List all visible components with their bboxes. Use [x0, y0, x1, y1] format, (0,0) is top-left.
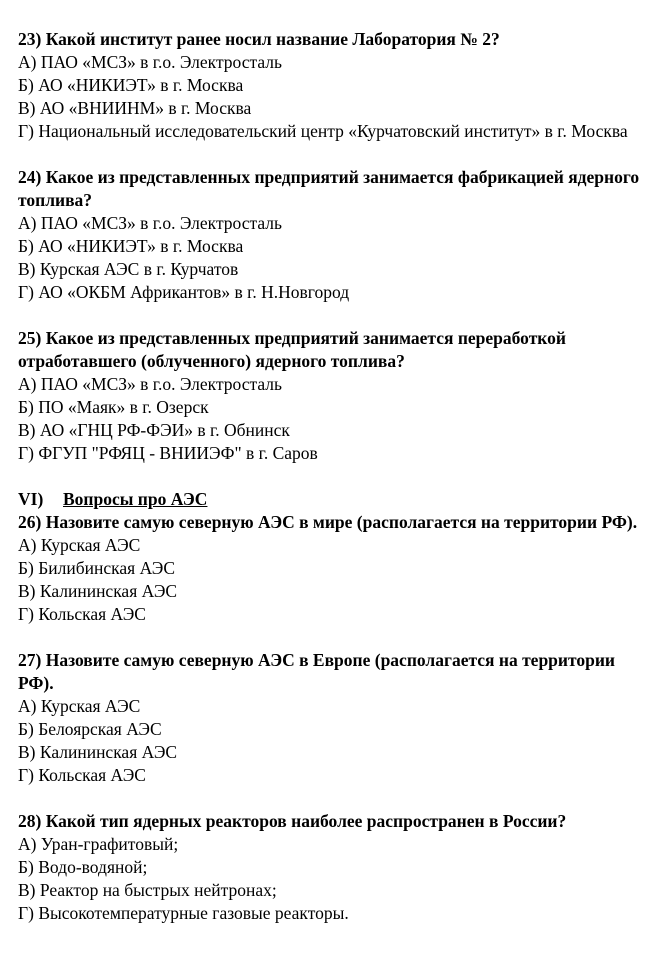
section-heading — [18, 488, 652, 511]
answer-option: А) ПАО «МСЗ» в г.о. Электросталь — [18, 374, 283, 394]
question-28 — [18, 810, 652, 925]
section-title: Вопросы про АЭС — [63, 489, 208, 509]
answer-option: В) АО «ГНЦ РФ-ФЭИ» в г. Обнинск — [18, 420, 290, 440]
answer-option: Г) АО «ОКБМ Африкантов» в г. Н.Новгород — [18, 282, 350, 302]
question-27 — [18, 649, 652, 787]
answer-option: Г) ФГУП "РФЯЦ - ВНИИЭФ" в г. Саров — [18, 443, 318, 463]
answer-option: Б) Водо-водяной; — [18, 857, 148, 877]
answer-option: Г) Национальный исследовательский центр «Курчатовский институт» в г. Москва — [18, 121, 628, 141]
answer-option: Б) АО «НИКИЭТ» в г. Москва — [18, 236, 244, 256]
answer-option: А) Уран-графитовый; — [18, 834, 179, 854]
question-24 — [18, 166, 652, 304]
answer-option: Б) АО «НИКИЭТ» в г. Москва — [18, 75, 244, 95]
answer-option: Б) Белоярская АЭС — [18, 719, 162, 739]
answer-option: А) Курская АЭС — [18, 535, 141, 555]
answer-option: В) Реактор на быстрых нейтронах; — [18, 880, 277, 900]
answer-option: В) Курская АЭС в г. Курчатов — [18, 259, 239, 279]
question-title: 25) Какое из представленных предприятий занимается переработкой отработавшего (облученного) ядерного топлива? — [18, 328, 566, 371]
answer-option: А) ПАО «МСЗ» в г.о. Электросталь — [18, 52, 283, 72]
question-title: 27) Назовите самую северную АЭС в Европе (располагается на территории РФ). — [18, 650, 616, 693]
question-26 — [18, 511, 652, 626]
answer-option: Г) Высокотемпературные газовые реакторы. — [18, 903, 349, 923]
answer-option: Г) Кольская АЭС — [18, 604, 146, 624]
answer-option: В) АО «ВНИИНМ» в г. Москва — [18, 98, 252, 118]
question-title: 26) Назовите самую северную АЭС в мире (располагается на территории РФ). — [18, 512, 638, 532]
question-23 — [18, 28, 652, 143]
answer-option: Б) ПО «Маяк» в г. Озерск — [18, 397, 209, 417]
answer-option: В) Калининская АЭС — [18, 581, 178, 601]
answer-option: А) Курская АЭС — [18, 696, 141, 716]
answer-option: Б) Билибинская АЭС — [18, 558, 176, 578]
answer-option: В) Калининская АЭС — [18, 742, 178, 762]
question-title: 28) Какой тип ядерных реакторов наиболее распространен в России? — [18, 811, 567, 831]
question-25 — [18, 327, 652, 465]
question-title: 23) Какой институт ранее носил название Лаборатория № 2? — [18, 29, 500, 49]
section-number: VI) — [18, 489, 44, 509]
answer-option: А) ПАО «МСЗ» в г.о. Электросталь — [18, 213, 283, 233]
answer-option: Г) Кольская АЭС — [18, 765, 146, 785]
question-title: 24) Какое из представленных предприятий занимается фабрикацией ядерного топлива? — [18, 167, 640, 210]
